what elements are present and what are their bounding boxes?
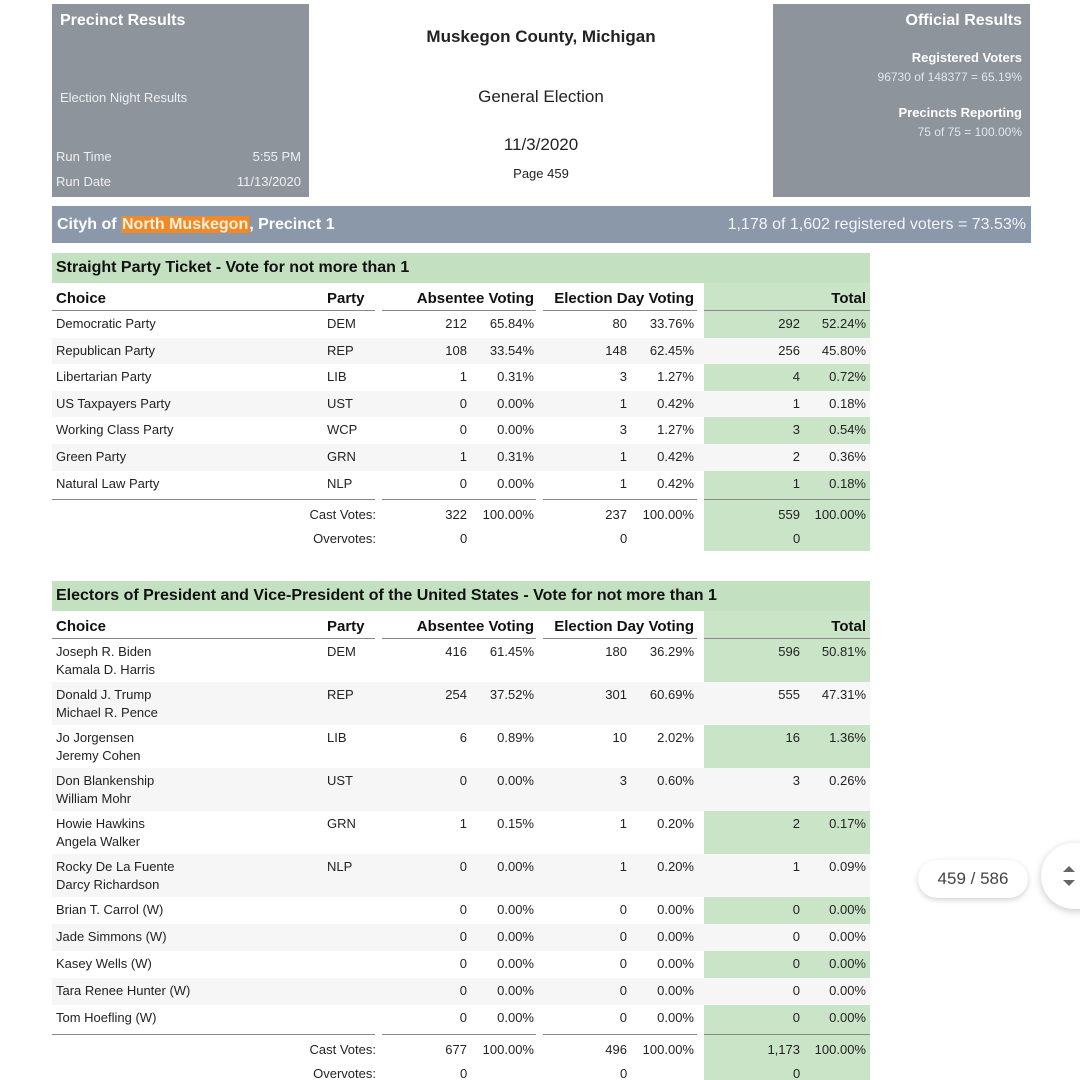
table-row [52,639,870,682]
table-row [52,897,870,924]
absentee-votes: 0 [459,902,467,917]
page-number: Page 459 [513,166,569,181]
election-day-percent: 0.00% [657,956,694,971]
absentee-votes: 1 [459,369,467,385]
election-day-percent: 0.00% [657,1010,694,1025]
total-percent: 0.26% [829,773,866,788]
total-votes: 0 [792,956,800,971]
column-header-absentee: Absentee Voting [416,618,534,635]
total-votes: 3 [792,773,800,788]
election-day-votes: 1 [619,395,627,411]
contest-section [52,581,870,1080]
choice-name: Democratic Party [56,316,156,331]
total-percent: 0.72% [829,369,866,385]
total-votes: 0 [792,929,800,944]
page-indicator [918,860,1028,898]
panel-subtitle: Election Night Results [60,90,188,105]
table-row [52,391,870,418]
overvotes-total: 0 [793,1066,801,1080]
election-day-percent: 0.60% [657,773,694,788]
contest-totals [52,497,870,551]
totals-rule [704,499,870,500]
cast-total-percent: 100.00% [814,507,866,523]
election-day-votes: 10 [612,730,627,745]
run-time-label: Run Time [56,149,112,164]
cast-total-percent: 100.00% [814,1042,866,1057]
running-mate-name: Michael R. Pence [56,705,158,720]
election-day-votes: 1 [619,448,627,464]
choice-name: Green Party [56,448,127,464]
choice-name: Jo Jorgensen [56,730,135,745]
absentee-percent: 0.00% [497,929,534,944]
total-percent: 0.54% [829,422,866,438]
absentee-votes: 0 [459,1010,467,1025]
election-day-percent: 0.00% [657,902,694,917]
cast-votes-label: Cast Votes: [309,507,376,523]
absentee-percent: 33.54% [489,342,534,358]
table-row [52,768,870,811]
total-votes: 555 [778,687,800,702]
election-day-votes: 1 [619,816,627,831]
absentee-votes: 0 [459,773,467,788]
table-row [52,444,870,471]
totals-rule [382,1034,536,1035]
column-header-absentee: Absentee Voting [416,290,534,307]
election-day-votes: 3 [619,422,627,438]
cast-election-day: 237 [605,507,627,523]
choice-name: Brian T. Carrol (W) [56,902,164,917]
party-code: NLP [327,475,353,491]
table-row [52,338,870,365]
cast-absentee-percent: 100.00% [482,507,534,523]
election-day-votes: 1 [619,859,627,874]
results-rows [52,639,870,1032]
run-date-row [56,174,301,189]
party-code: LIB [327,369,347,385]
total-votes: 3 [792,422,800,438]
total-percent: 0.18% [829,395,866,411]
run-date-value: 11/13/2020 [236,174,301,189]
column-header-choice: Choice [56,618,107,635]
party-code: UST [327,773,353,788]
election-day-percent: 1.27% [657,422,694,438]
table-row [52,471,870,498]
table-row [52,417,870,444]
choice-name: Republican Party [56,342,155,358]
total-percent: 0.00% [829,929,866,944]
column-header-election-day: Election Day Voting [554,290,694,307]
running-mate-name: Darcy Richardson [56,877,160,892]
total-percent: 0.00% [829,1010,866,1025]
total-votes: 256 [778,342,800,358]
total-percent: 0.18% [829,475,866,491]
election-day-votes: 80 [612,316,627,331]
cast-absentee: 677 [445,1042,467,1057]
total-votes: 4 [792,369,800,385]
election-day-votes: 0 [619,902,627,917]
chevron-up-down-icon [1059,861,1079,891]
absentee-percent: 0.00% [497,422,534,438]
column-header-election-day: Election Day Voting [554,618,694,635]
absentee-percent: 0.31% [497,448,534,464]
absentee-percent: 0.15% [497,816,534,831]
panel-title: Precinct Results [60,12,186,29]
total-percent: 50.81% [821,644,866,659]
cast-total: 1,173 [767,1042,800,1057]
table-row [52,364,870,391]
election-day-votes: 0 [619,983,627,998]
election-day-percent: 1.27% [657,369,694,385]
results-rows [52,311,870,497]
election-day-percent: 62.45% [649,342,694,358]
page-nav-button[interactable] [1041,843,1080,909]
choice-name: Howie Hawkins [56,816,145,831]
choice-name: Joseph R. Biden [56,644,152,659]
column-header-total: Total [831,290,866,307]
total-percent: 0.00% [829,902,866,917]
election-day-percent: 60.69% [649,687,694,702]
running-mate-name: Kamala D. Harris [56,662,155,677]
party-code: DEM [327,316,356,331]
totals-rule [52,499,375,500]
absentee-votes: 0 [459,983,467,998]
table-row [52,854,870,897]
totals-rule [543,1034,697,1035]
choice-name: Donald J. Trump [56,687,152,702]
contest-title: Electors of President and Vice-President of the United States - Vote for not more than 1 [52,581,870,611]
election-day-percent: 0.42% [657,475,694,491]
search-highlight: North Muskegon [122,215,249,233]
absentee-percent: 0.00% [497,859,534,874]
total-votes: 0 [792,1010,800,1025]
election-day-percent: 0.20% [657,859,694,874]
table-row [52,924,870,951]
election-day-percent: 0.42% [657,395,694,411]
absentee-percent: 0.00% [497,1010,534,1025]
total-votes: 2 [792,448,800,464]
contest-title: Straight Party Ticket - Vote for not more than 1 [52,253,870,283]
totals-rule [382,499,536,500]
total-votes: 0 [792,983,800,998]
election-name: General Election [478,87,604,106]
absentee-votes: 0 [459,395,467,411]
absentee-percent: 0.31% [497,369,534,385]
election-day-percent: 0.00% [657,929,694,944]
table-row [52,682,870,725]
overvotes-label: Overvotes: [313,1066,376,1080]
cast-total: 559 [778,507,800,523]
party-code: GRN [327,448,356,464]
overvotes-label: Overvotes: [313,531,376,547]
total-percent: 0.00% [829,956,866,971]
precinct-results-panel [52,4,309,197]
election-day-votes: 0 [619,956,627,971]
election-day-percent: 2.02% [657,730,694,745]
precincts-reporting-label: Precincts Reporting [898,105,1022,120]
absentee-votes: 1 [459,816,467,831]
total-percent: 1.36% [829,730,866,745]
absentee-percent: 0.00% [497,983,534,998]
total-votes: 2 [792,816,800,831]
absentee-percent: 0.00% [497,395,534,411]
table-row [52,725,870,768]
running-mate-name: William Mohr [56,791,132,806]
total-votes: 1 [792,859,800,874]
election-day-votes: 180 [605,644,627,659]
choice-name: Jade Simmons (W) [56,929,167,944]
election-day-votes: 3 [619,773,627,788]
total-percent: 52.24% [821,316,866,331]
overvotes-absentee: 0 [460,1066,468,1080]
totals-rule [704,1034,870,1035]
election-day-votes: 3 [619,369,627,385]
absentee-percent: 0.89% [497,730,534,745]
table-row [52,1005,870,1032]
total-percent: 45.80% [821,342,866,358]
precinct-suffix: , Precinct 1 [249,215,335,233]
election-day-percent: 33.76% [649,316,694,331]
run-time-row [56,149,301,164]
cast-absentee-percent: 100.00% [482,1042,534,1057]
absentee-votes: 6 [459,730,467,745]
overvotes-absentee: 0 [460,531,468,547]
totals-rule [52,1034,375,1035]
total-votes: 596 [778,644,800,659]
column-header-party: Party [327,290,365,307]
table-row [52,951,870,978]
total-votes: 1 [792,475,800,491]
column-header-choice: Choice [56,290,107,307]
party-code: DEM [327,644,356,659]
table-header [52,611,870,639]
precinct-name [57,216,335,234]
party-code: REP [327,342,354,358]
absentee-votes: 108 [445,342,467,358]
choice-name: Don Blankenship [56,773,155,788]
total-votes: 292 [778,316,800,331]
absentee-votes: 254 [445,687,467,702]
election-date: 11/3/2020 [503,135,579,154]
choice-name: Rocky De La Fuente [56,859,175,874]
election-day-votes: 0 [619,1010,627,1025]
absentee-votes: 0 [459,475,467,491]
absentee-percent: 0.00% [497,773,534,788]
absentee-percent: 0.00% [497,475,534,491]
election-day-votes: 0 [619,929,627,944]
choice-name: Tom Hoefling (W) [56,1010,157,1025]
party-code: NLP [327,859,353,874]
absentee-votes: 0 [459,929,467,944]
party-code: UST [327,395,353,411]
absentee-votes: 212 [445,316,467,331]
run-time-value: 5:55 PM [252,149,301,164]
overvotes-election-day: 0 [620,531,628,547]
running-mate-name: Jeremy Cohen [56,748,141,763]
column-header-party: Party [327,618,365,635]
total-percent: 0.00% [829,983,866,998]
choice-name: Tara Renee Hunter (W) [56,983,191,998]
cast-votes-label: Cast Votes: [309,1042,376,1057]
absentee-votes: 1 [459,448,467,464]
cast-absentee: 322 [445,507,467,523]
choice-name: Kasey Wells (W) [56,956,152,971]
total-percent: 0.09% [829,859,866,874]
precincts-reporting-value: 75 of 75 = 100.00% [917,125,1022,139]
absentee-percent: 61.45% [489,644,534,659]
total-votes: 1 [792,395,800,411]
total-percent: 0.36% [829,448,866,464]
absentee-votes: 0 [459,422,467,438]
table-row [52,811,870,854]
cast-election-day: 496 [605,1042,627,1057]
total-votes: 16 [785,730,800,745]
choice-name: US Taxpayers Party [56,395,171,411]
party-code: WCP [327,422,358,438]
table-row [52,978,870,1005]
overvotes-election-day: 0 [620,1066,628,1080]
absentee-votes: 0 [459,956,467,971]
county-name: Muskegon County, Michigan [426,27,656,46]
cast-election-day-percent: 100.00% [642,507,694,523]
party-code: LIB [327,730,347,745]
absentee-percent: 65.84% [489,316,534,331]
precinct-turnout: 1,178 of 1,602 registered voters = 73.53% [727,215,1026,233]
table-header [52,283,870,311]
total-percent: 47.31% [821,687,866,702]
absentee-percent: 37.52% [489,687,534,702]
registered-voters-value: 96730 of 148377 = 65.19% [877,70,1022,84]
overvotes-total: 0 [793,531,801,547]
running-mate-name: Angela Walker [56,834,141,849]
election-day-percent: 0.42% [657,448,694,464]
total-votes: 0 [792,902,800,917]
column-header-total: Total [831,618,866,635]
choice-name: Libertarian Party [56,369,152,385]
contest-totals [52,1032,870,1080]
election-day-votes: 1 [619,475,627,491]
panel-title: Official Results [905,12,1022,29]
absentee-votes: 0 [459,859,467,874]
choice-name: Natural Law Party [56,475,160,491]
party-code: REP [327,687,354,702]
precinct-bar [52,206,1031,243]
table-row [52,311,870,338]
contest-section [52,253,870,551]
election-day-percent: 0.00% [657,983,694,998]
totals-rule [543,499,697,500]
total-percent: 0.17% [829,816,866,831]
election-day-percent: 0.20% [657,816,694,831]
page-indicator-text: 459 / 586 [937,869,1009,888]
cast-election-day-percent: 100.00% [642,1042,694,1057]
party-code: GRN [327,816,356,831]
election-day-votes: 301 [605,687,627,702]
election-day-percent: 36.29% [649,644,694,659]
official-results-panel [773,4,1030,197]
precinct-prefix: Cityh of [57,215,121,233]
registered-voters-label: Registered Voters [911,50,1022,65]
absentee-votes: 416 [445,644,467,659]
absentee-percent: 0.00% [497,902,534,917]
run-date-label: Run Date [56,174,111,189]
election-day-votes: 148 [605,342,627,358]
absentee-percent: 0.00% [497,956,534,971]
choice-name: Working Class Party [56,422,174,438]
